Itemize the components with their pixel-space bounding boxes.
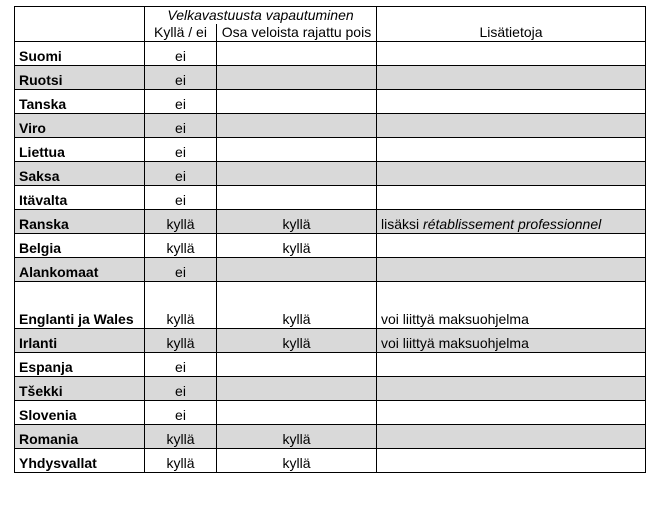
partial-cell (217, 186, 377, 210)
info-text: voi liittyä maksuohjelma (381, 335, 529, 351)
info-cell (377, 353, 646, 377)
debt-discharge-table (14, 6, 646, 473)
country-cell: Suomi (15, 42, 145, 66)
yes-no-cell: ei (145, 162, 217, 186)
header-info: Lisätietoja (377, 7, 646, 42)
table-row (15, 234, 646, 258)
partial-cell (217, 90, 377, 114)
info-cell (377, 114, 646, 138)
table-row (15, 138, 646, 162)
yes-no-cell: kyllä (145, 282, 217, 329)
table-row (15, 329, 646, 353)
table-row (15, 258, 646, 282)
country-cell: Alankomaat (15, 258, 145, 282)
country-cell: Irlanti (15, 329, 145, 353)
document-table-wrapper (14, 6, 646, 473)
table-row (15, 449, 646, 473)
info-cell (377, 449, 646, 473)
country-cell: Tanska (15, 90, 145, 114)
country-cell: Tšekki (15, 377, 145, 401)
country-cell: Ranska (15, 210, 145, 234)
info-cell (377, 210, 646, 234)
country-cell: Itävalta (15, 186, 145, 210)
yes-no-cell: kyllä (145, 234, 217, 258)
partial-cell (217, 353, 377, 377)
info-cell (377, 377, 646, 401)
yes-no-cell: ei (145, 186, 217, 210)
yes-no-cell: ei (145, 90, 217, 114)
table-row (15, 353, 646, 377)
country-cell: Ruotsi (15, 66, 145, 90)
country-cell: Belgia (15, 234, 145, 258)
partial-cell (217, 42, 377, 66)
yes-no-cell: kyllä (145, 425, 217, 449)
info-text: voi liittyä maksuohjelma (381, 311, 529, 327)
table-row (15, 66, 646, 90)
yes-no-cell: ei (145, 66, 217, 90)
yes-no-cell: kyllä (145, 210, 217, 234)
country-cell: Espanja (15, 353, 145, 377)
table-row (15, 282, 646, 329)
info-cell (377, 425, 646, 449)
header-group-title: Velkavastuusta vapautuminen (145, 7, 377, 25)
partial-cell (217, 258, 377, 282)
info-text: lisäksi (381, 216, 424, 232)
info-cell (377, 66, 646, 90)
yes-no-cell: ei (145, 401, 217, 425)
info-italic-text: rétablissement professionnel (423, 216, 602, 232)
partial-cell: kyllä (217, 329, 377, 353)
country-cell: Slovenia (15, 401, 145, 425)
info-cell (377, 90, 646, 114)
yes-no-cell: kyllä (145, 329, 217, 353)
info-cell (377, 282, 646, 329)
country-cell: Romania (15, 425, 145, 449)
country-cell: Englanti ja Wales (15, 282, 145, 329)
info-cell (377, 234, 646, 258)
table-row (15, 401, 646, 425)
table-row (15, 162, 646, 186)
country-cell: Viro (15, 114, 145, 138)
header-partial: Osa veloista rajattu pois (217, 24, 377, 42)
partial-cell (217, 377, 377, 401)
yes-no-cell: ei (145, 138, 217, 162)
country-cell: Yhdysvallat (15, 449, 145, 473)
partial-cell (217, 114, 377, 138)
table-row (15, 186, 646, 210)
info-cell (377, 258, 646, 282)
table-row (15, 42, 646, 66)
info-cell (377, 138, 646, 162)
table-row (15, 425, 646, 449)
table-row (15, 90, 646, 114)
info-cell (377, 162, 646, 186)
yes-no-cell: ei (145, 353, 217, 377)
header-row-group (15, 7, 646, 25)
partial-cell: kyllä (217, 425, 377, 449)
partial-cell: kyllä (217, 210, 377, 234)
partial-cell: kyllä (217, 449, 377, 473)
info-cell (377, 329, 646, 353)
info-cell (377, 42, 646, 66)
header-yes-no: Kyllä / ei (145, 24, 217, 42)
partial-cell: kyllä (217, 234, 377, 258)
info-cell (377, 186, 646, 210)
country-cell: Saksa (15, 162, 145, 186)
partial-cell: kyllä (217, 282, 377, 329)
yes-no-cell: kyllä (145, 449, 217, 473)
partial-cell (217, 401, 377, 425)
country-cell: Liettua (15, 138, 145, 162)
header-empty-cell (15, 7, 145, 42)
partial-cell (217, 66, 377, 90)
table-row (15, 210, 646, 234)
info-cell (377, 401, 646, 425)
yes-no-cell: ei (145, 258, 217, 282)
table-row (15, 377, 646, 401)
yes-no-cell: ei (145, 42, 217, 66)
partial-cell (217, 138, 377, 162)
yes-no-cell: ei (145, 114, 217, 138)
partial-cell (217, 162, 377, 186)
yes-no-cell: ei (145, 377, 217, 401)
table-row (15, 114, 646, 138)
